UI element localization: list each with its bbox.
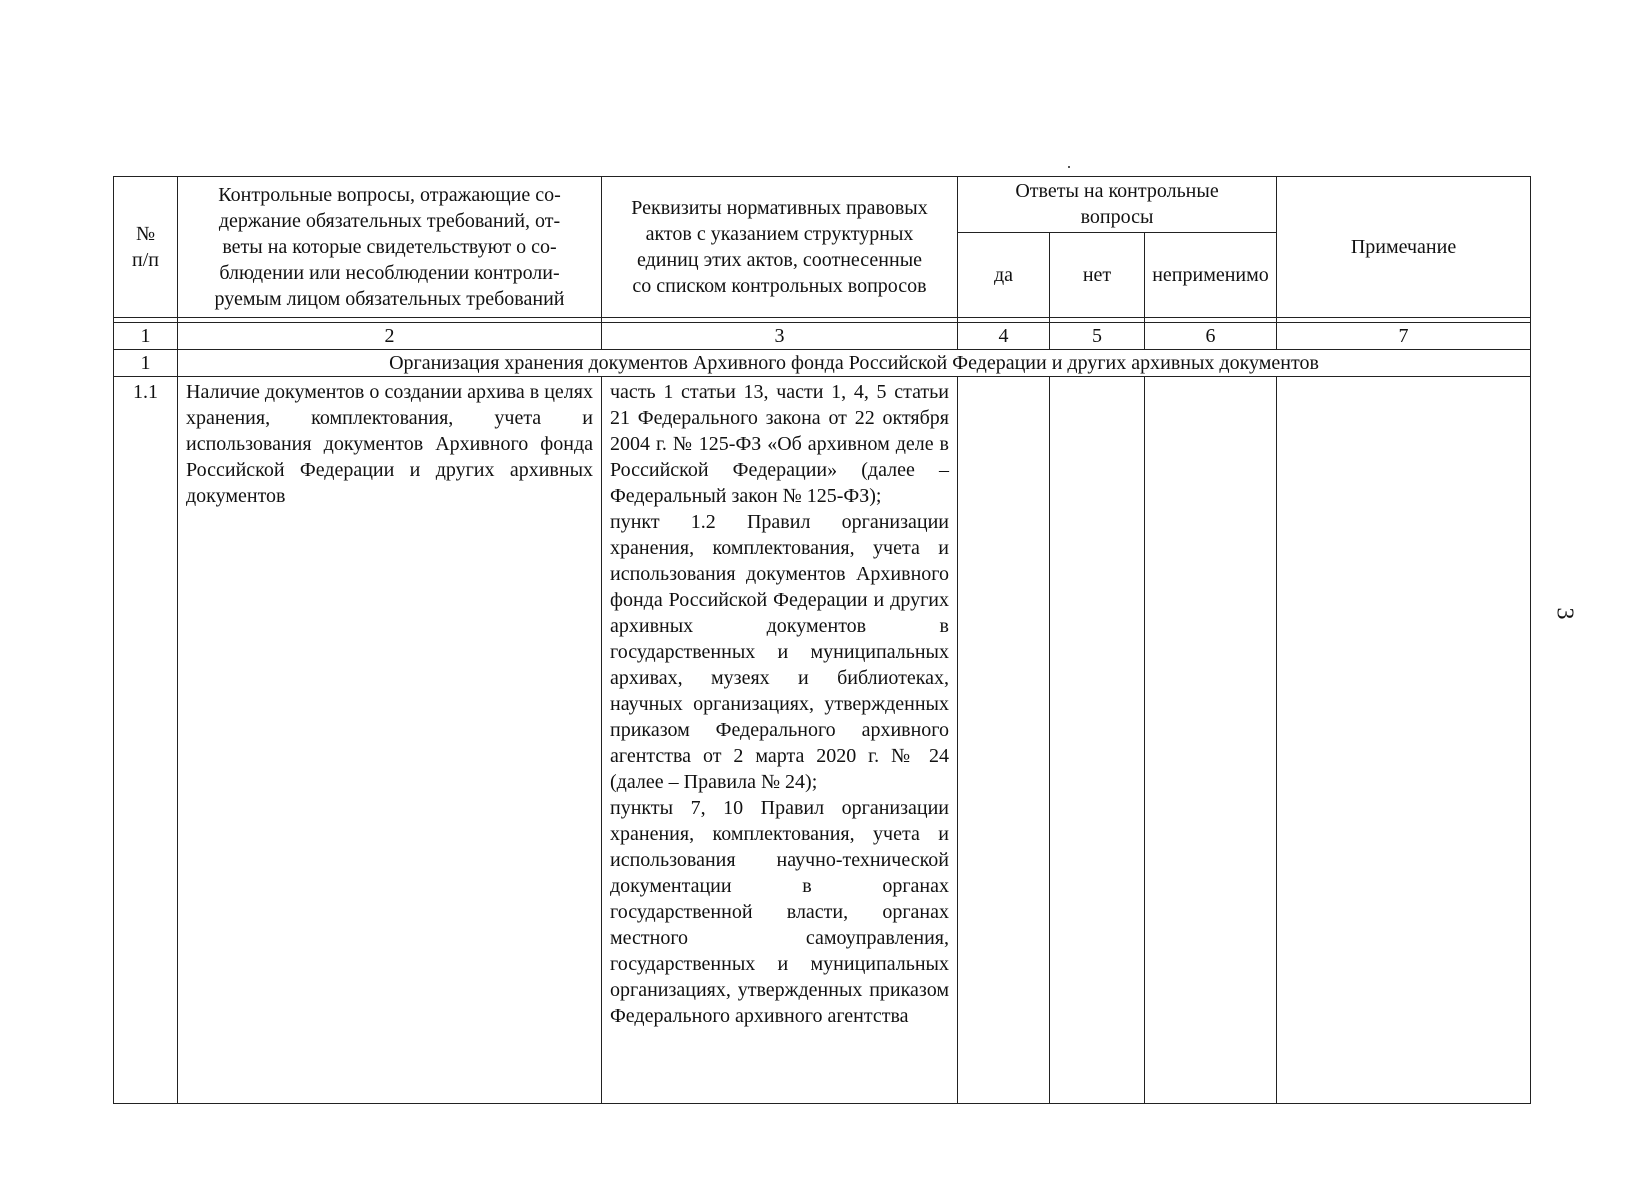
header-answers: Ответы на контрольные вопросы <box>958 177 1277 233</box>
table-row <box>114 377 1531 1104</box>
column-number: 3 <box>602 323 958 350</box>
column-number: 5 <box>1050 323 1145 350</box>
column-number: 6 <box>1145 323 1277 350</box>
page-number: 3 <box>1551 607 1578 620</box>
row-answer-yes <box>958 377 1050 1104</box>
row-note <box>1277 377 1531 1104</box>
column-numbers-row <box>114 323 1531 350</box>
header-answer-yes: да <box>958 232 1050 317</box>
section-row <box>114 350 1531 377</box>
column-number: 1 <box>114 323 178 350</box>
header-note: Примечание <box>1277 177 1531 318</box>
row-number: 1.1 <box>114 377 178 1104</box>
header-row-top <box>114 177 1531 233</box>
section-title: Организация хранения документов Архивного фонда Российской Федерации и других архивных документов <box>178 350 1531 377</box>
row-answer-no <box>1050 377 1145 1104</box>
column-number: 4 <box>958 323 1050 350</box>
header-number: № п/п <box>114 177 178 318</box>
row-question: Наличие документов о создании архива в целях хранения, комплектования, учета и использования документов Архивного фонда Российской Федерации и других архивных документов <box>178 377 602 1104</box>
section-number: 1 <box>114 350 178 377</box>
row-requisites: часть 1 статьи 13, части 1, 4, 5 статьи 21 Федерального закона от 22 октября 2004 г. № 125-ФЗ «Об архивном деле в Российской Федерации» (далее – Федеральный закон № 125-ФЗ); пункт 1.2 Правил организации хранения, комплектования, учета и использования документов Архивного фонда Российской Федерации и других архивных документов в государственных и муниципальных архивах, музеях и библиотеках, научных организациях, утвержденных приказом Федерального архивного агентства от 2 марта 2020 г. № 24 (далее – Правила № 24); пункты 7, 10 Правил организации хранения, комплектования, учета и использования научно-технической документации в органах государственной власти, органах местного самоуправления, государственных и муниципальных организациях, утвержденных приказом Федерального архивного агентства <box>602 377 958 1104</box>
header-requisites: Реквизиты нормативных правовых актов с указанием структурных единиц этих актов, соотнесенные со списком контрольных вопросов <box>602 177 958 318</box>
header-answer-no: нет <box>1050 232 1145 317</box>
row-answer-na <box>1145 377 1277 1104</box>
header-answer-na: неприменимо <box>1145 232 1277 317</box>
header-questions: Контрольные вопросы, отражающие со- держание обязательных требований, от- веты на которые свидетельствуют о со- блюдении или несоблюдении контроли- руемым лицом обязательных требований <box>178 177 602 318</box>
scan-speck <box>1068 166 1070 168</box>
column-number: 7 <box>1277 323 1531 350</box>
column-number: 2 <box>178 323 602 350</box>
checklist-table <box>113 176 1531 1104</box>
